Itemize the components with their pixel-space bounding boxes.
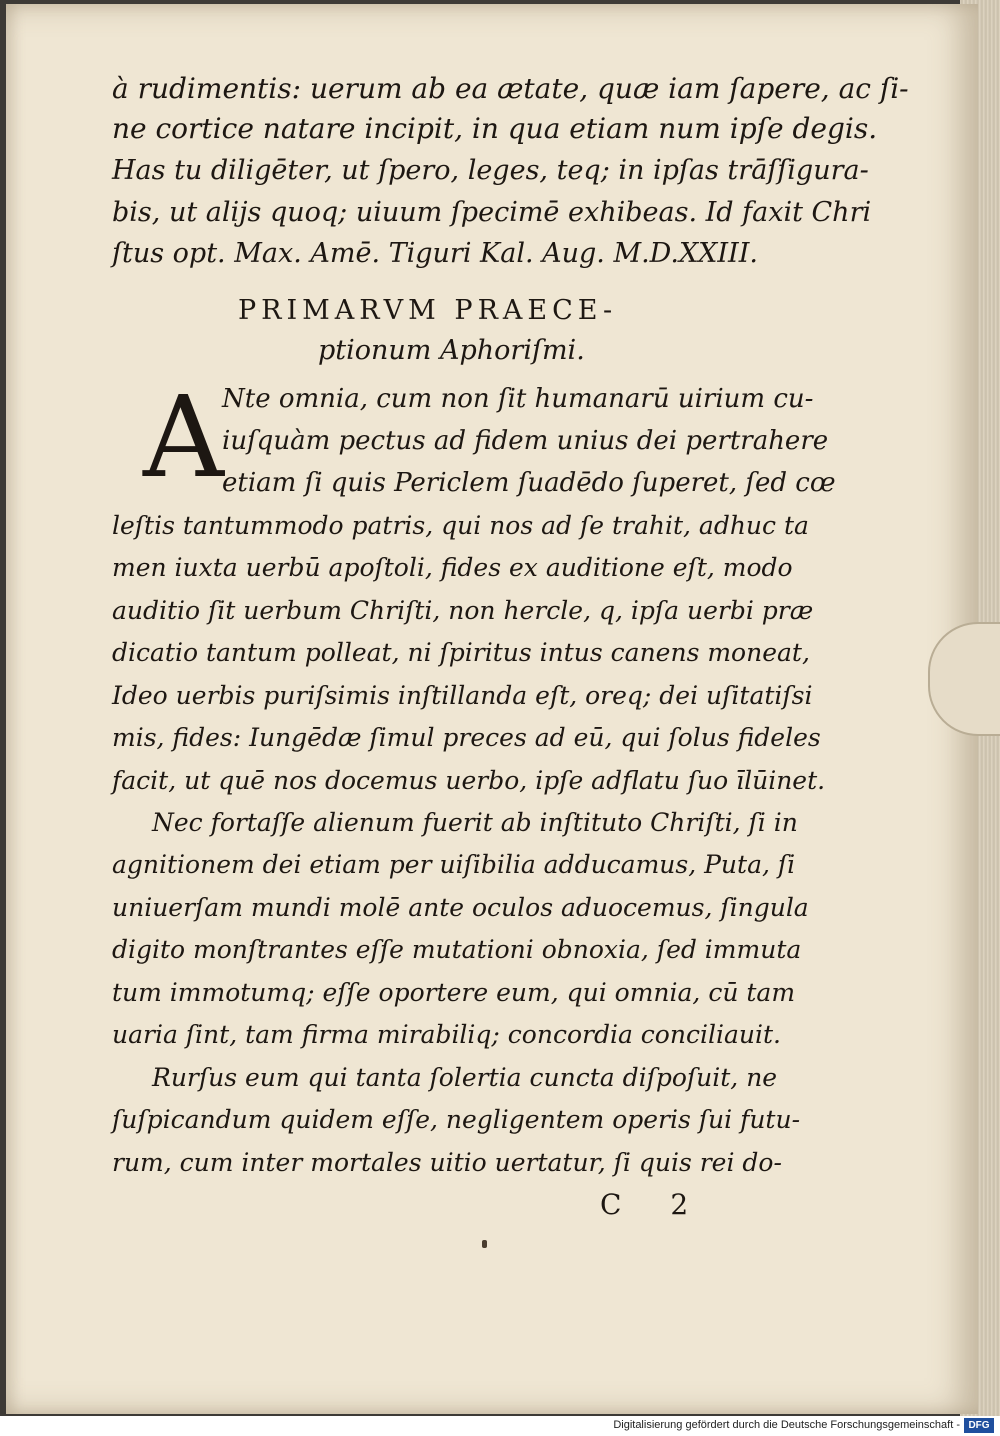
text-line: Ideo uerbis puriſsimis inſtillanda eſt, oreq; dei uſitatiſsi: [112, 681, 813, 710]
footer-bar: [0, 1416, 1000, 1436]
text-line: men iuxta uerbū apoſtoli, fides ex auditione eſt, modo: [112, 553, 793, 582]
text-line: à rudimentis: uerum ab ea ætate, quæ iam ſapere, ac ſi-: [112, 72, 909, 105]
text-line: bis, ut alijs quoq; uiuum ſpecimē exhibeas. Id faxit Chri: [112, 197, 872, 228]
text-line: ſtus opt. Max. Amē. Tiguri Kal. Aug. M.D.XXIII.: [112, 238, 758, 269]
text-line: agnitionem dei etiam per uiſibilia adducamus, Puta, ſi: [112, 850, 796, 879]
text-line: Rurſus eum qui tanta ſolertia cuncta diſpoſuit, ne: [152, 1063, 778, 1092]
drop-cap-initial: A: [143, 373, 224, 503]
text-line: facit, ut quē nos docemus uerbo, ipſe adflatu ſuo īlūinet.: [112, 766, 826, 795]
text-line: dicatio tantum polleat, ni ſpiritus intus canens moneat,: [112, 638, 810, 667]
text-line: ſuſpicandum quidem eſſe, negligentem operis ſui futu-: [112, 1105, 801, 1134]
text-line: etiam ſi quis Periclem ſuadēdo ſuperet, ſed cœ: [222, 468, 836, 498]
text-line: leſtis tantummodo patris, qui nos ad ſe trahit, adhuc ta: [112, 511, 809, 540]
ink-speck: [482, 1240, 487, 1248]
section-heading-sub: ptionum Aphoriſmi.: [318, 335, 585, 366]
text-line: mis, fides: Iungēdæ ſimul preces ad eū, qui ſolus fideles: [112, 723, 821, 752]
text-line: uaria ſint, tam firma mirabiliq; concordia conciliauit.: [112, 1020, 781, 1049]
text-line: digito monſtrantes eſſe mutationi obnoxia, ſed immuta: [112, 935, 802, 964]
text-line: rum, cum inter mortales uitio uertatur, ſi quis rei do-: [112, 1148, 782, 1177]
section-heading: PRIMARVM PRAECE-: [238, 295, 618, 326]
text-line: ne cortice natare incipit, in qua etiam num ipſe degis.: [112, 112, 878, 145]
signature-mark: C 2: [600, 1188, 709, 1221]
text-line: tum immotumq; eſſe oportere eum, qui omnia, cū tam: [112, 978, 796, 1007]
footer-credit: Digitalisierung gefördert durch die Deutsche Forschungsgemeinschaft -: [613, 1419, 960, 1431]
dfg-logo: DFG: [964, 1418, 994, 1433]
text-line: Nec fortaſſe alienum fuerit ab inſtituto Chriſti, ſi in: [152, 808, 798, 837]
text-line: iuſquàm pectus ad fidem unius dei pertrahere: [222, 426, 829, 456]
text-line: Nte omnia, cum non ſit humanarū uirium cu-: [222, 384, 814, 414]
text-line: Has tu diligēter, ut ſpero, leges, teq; in ipſas trāſſigura-: [112, 155, 869, 186]
text-line: auditio ſit uerbum Chriſti, non hercle, q, ipſa uerbi præ: [112, 596, 814, 625]
text-line: uniuerſam mundi molē ante oculos aduocemus, ſingula: [112, 893, 809, 922]
